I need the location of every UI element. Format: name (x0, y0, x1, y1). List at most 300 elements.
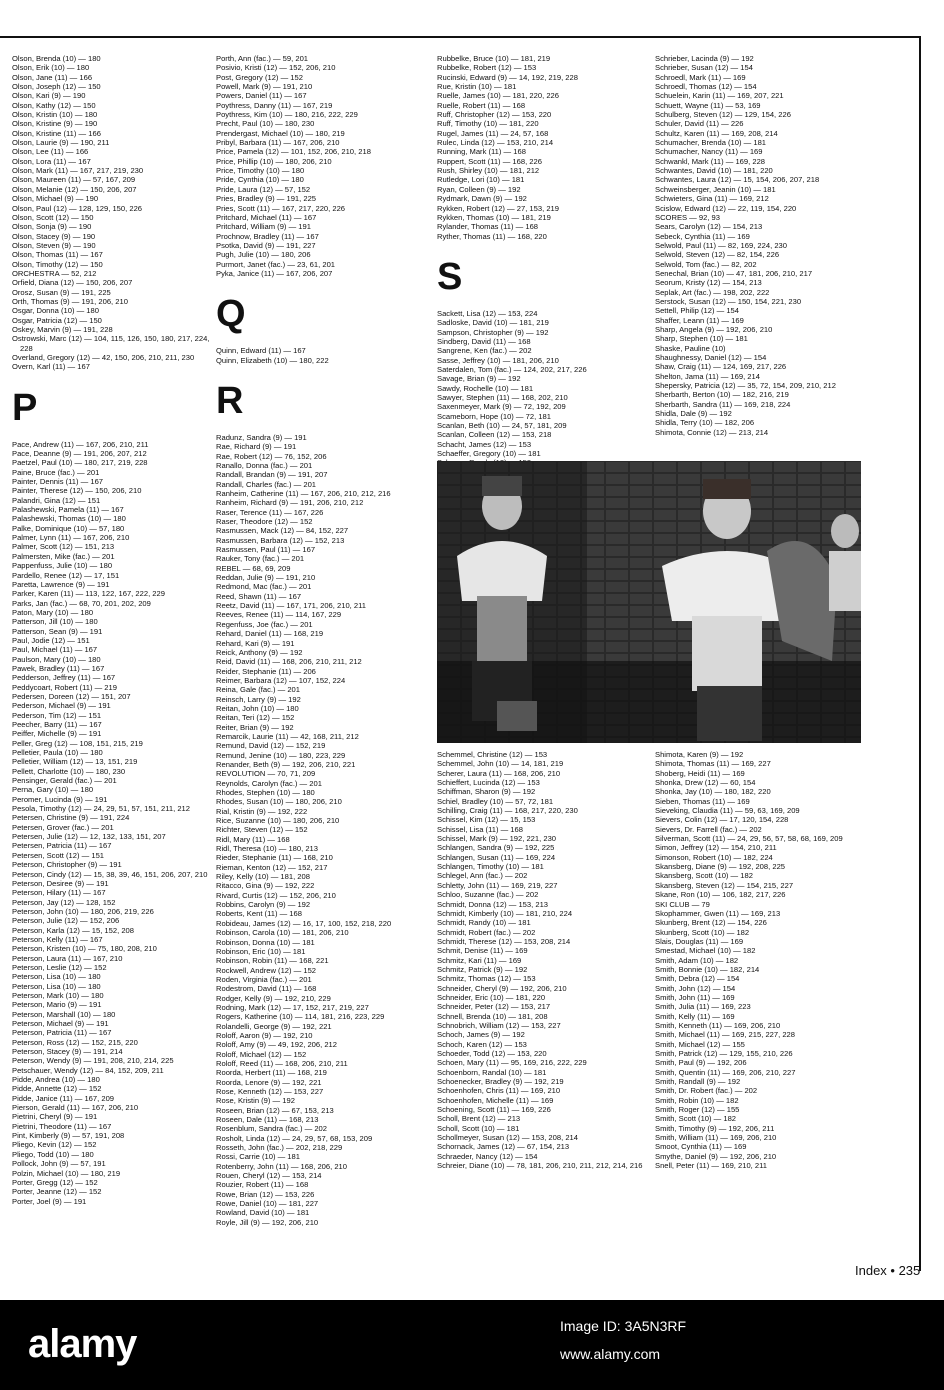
index-entry: Reider, Stephanie (11) — 206 (216, 666, 316, 676)
index-entry: Reick, Anthony (9) — 192 (216, 647, 303, 657)
index-entry: Olson, Joseph (12) — 150 (12, 82, 101, 92)
index-entry: Schwantes, Laura (12) — 15, 154, 206, 207, 218 (655, 175, 820, 185)
index-column-3 (437, 54, 647, 468)
index-entry: Olson, Kathy (12) — 150 (12, 100, 96, 110)
index-entry: Shaw, Craig (11) — 124, 169, 217, 226 (655, 362, 787, 372)
index-entry: Pierson, Gerald (11) — 167, 206, 210 (12, 1103, 139, 1113)
index-entry: Slais, Douglas (11) — 169 (655, 936, 744, 946)
index-entry: Olson, Paul (12) — 128, 129, 150, 226 (12, 203, 143, 213)
index-entry: Schmit, Denise (11) — 169 (437, 946, 528, 956)
index-entry: Pidde, Annette (12) — 152 (12, 1084, 102, 1094)
index-entry: Shelton, Jama (11) — 169, 214 (655, 371, 760, 381)
index-entry: Orth, Thomas (9) — 191, 206, 210 (12, 296, 128, 306)
index-entry: Price, Phillip (10) — 180, 206, 210 (216, 156, 332, 166)
index-entry: Peterson, Laura (11) — 167, 210 (12, 953, 123, 963)
index-entry: Robinson, Carola (10) — 181, 206, 210 (216, 928, 349, 938)
index-entry: Pardello, Renee (12) — 17, 151 (12, 570, 120, 580)
section-letter: P (12, 386, 38, 429)
index-entry: Sieben, Thomas (11) — 169 (655, 796, 750, 806)
index-entry: Ruff, Christopher (12) — 153, 220 (437, 110, 552, 120)
index-entry: Schnell, Brenda (10) — 181, 208 (437, 1011, 548, 1021)
index-entry: Schiel, Bradley (10) — 57, 72, 181 (437, 796, 554, 806)
index-entry: Rykken, Robert (12) — 27, 153, 219 (437, 203, 559, 213)
index-entry: Schmidt, Randy (10) — 181 (437, 918, 531, 928)
index-entry: Olson, Timothy (12) — 150 (12, 259, 103, 269)
index-entry: Paton, Mary (10) — 180 (12, 607, 94, 617)
index-entry: Schrieber, Susan (12) — 154 (655, 63, 753, 73)
index-entry: Shimota, Karen (9) — 192 (655, 750, 744, 759)
index-entry: Schumacher, Brenda (10) — 181 (655, 138, 767, 148)
index-entry: Snell, Peter (11) — 169, 210, 211 (655, 1161, 768, 1171)
index-entry: Rasmussen, Paul (11) — 167 (216, 545, 316, 555)
index-entry: Raser, Terence (11) — 167, 226 (216, 507, 324, 517)
index-entry: Settell, Philip (12) — 154 (655, 306, 739, 316)
index-entry: Peterson, Patricia (11) — 167 (12, 1028, 112, 1038)
index-entry: Robinson, Robin (11) — 168, 221 (216, 956, 329, 966)
index-entry: Rockwell, Andrew (12) — 152 (216, 965, 317, 975)
index-entry: Robinson, Eric (10) — 181 (216, 946, 306, 956)
index-entry: Roden, Virginia (fac.) — 201 (216, 974, 312, 984)
index-entry: Rehard, Kari (9) — 191 (216, 638, 295, 648)
index-entry: Sawdy, Rochelle (10) — 181 (437, 383, 534, 393)
index-entry: Schuler, David (11) — 226 (655, 119, 744, 129)
index-entry: Paetzel, Paul (10) — 180, 217, 219, 228 (12, 458, 148, 468)
index-entry: Skophammer, Gwen (11) — 169, 213 (655, 908, 781, 918)
index-entry: Skansberg, Diane (9) — 192, 208, 225 (655, 862, 786, 872)
index-entry: Smith, Kenneth (11) — 169, 206, 210 (655, 1020, 781, 1030)
index-entry: Smith, Paul (9) — 192, 206 (655, 1058, 747, 1068)
index-entry: Peterson, Kristen (10) — 75, 180, 208, 210 (12, 944, 157, 954)
index-entry: Rutledge, Lori (10) — 181 (437, 175, 525, 185)
index-entry: Roorda, Herbert (11) — 168, 219 (216, 1068, 327, 1078)
index-entry: Peterson, Leslie (12) — 152 (12, 962, 107, 972)
index-entry: Skunberg, Scott (10) — 182 (655, 927, 750, 937)
index-entry: Rogers, Katherine (10) — 114, 181, 216, 223, 229 (216, 1012, 385, 1022)
index-entry: Schneider, Eric (10) — 181, 220 (437, 992, 546, 1002)
index-entry: Schumacher, Nancy (11) — 169 (655, 147, 763, 157)
index-entry: Ridl, Theresa (10) — 180, 213 (216, 844, 319, 854)
index-entry: Schemmel, John (10) — 14, 181, 219 (437, 759, 564, 769)
index-entry: Shidla, Terry (10) — 182, 206 (655, 418, 755, 428)
index-entry: Ritacco, Gina (9) — 192, 222 (216, 881, 315, 891)
index-entry: Schissel, Mark (9) — 192, 221, 230 (437, 834, 557, 844)
index-entry: Peterson, Julie (12) — 152, 206 (12, 916, 120, 926)
index-entry: Robideau, James (12) — 16, 17, 100, 152, 218, 220 (216, 918, 392, 928)
index-entry: Pries, Scott (11) — 167, 217, 220, 226 (216, 203, 346, 213)
index-entry: Schuett, Wayne (11) — 53, 169 (655, 100, 761, 110)
index-entry: Quinn, Elizabeth (10) — 180, 222 (216, 355, 329, 365)
index-entry: Rose, Kristin (9) — 192 (216, 1096, 295, 1106)
index-entry: Patterson, Sean (9) — 191 (12, 626, 103, 636)
index-entry: Smith, Quentin (11) — 169, 206, 210, 227 (655, 1067, 796, 1077)
index-entry: Running, Mark (11) — 168 (437, 147, 526, 157)
index-entry: Reetz, David (11) — 167, 171, 206, 210, 211 (216, 601, 366, 611)
index-entry: Smythe, Daniel (9) — 192, 206, 210 (655, 1151, 777, 1161)
index-entry: Schoenhofen, Chris (11) — 169, 210 (437, 1086, 561, 1096)
index-entry: Porter, Joel (9) — 191 (12, 1196, 87, 1206)
index-entry: Schuelein, Karin (11) — 169, 207, 221 (655, 91, 784, 101)
index-entry: Pyka, Janice (11) — 167, 206, 207 (216, 268, 333, 278)
index-entry: Petersen, Scott (12) — 151 (12, 850, 105, 860)
index-entry: Schoch, James (9) — 192 (437, 1030, 525, 1040)
index-entry: Remund, Jenine (10) — 180, 223, 229 (216, 750, 346, 760)
index-entry: Smith, Michael (12) — 155 (655, 1039, 745, 1049)
index-entry: Pensinger, Gerald (fac.) — 201 (12, 776, 117, 786)
index-entry: Olson, Jane (11) — 166 (12, 72, 93, 82)
index-entry: Olson, Kari (9) — 190 (12, 91, 86, 101)
index-entry: Palashewski, Thomas (10) — 180 (12, 514, 126, 524)
index-entry: Sherbarth, Sandra (11) — 169, 218, 224 (655, 399, 791, 409)
index-entry: Reina, Gale (fac.) — 201 (216, 685, 300, 695)
index-entry: Rae, Richard (9) — 191 (216, 442, 297, 452)
index-entry: Roloff, Amy (9) — 49, 192, 206, 212 (216, 1040, 338, 1050)
index-entry: Roseen, Brian (12) — 67, 153, 213 (216, 1105, 334, 1115)
index-entry: Riley, Kelly (10) — 181, 208 (216, 872, 310, 882)
index-entry: Porter, Gregg (12) — 152 (12, 1177, 98, 1187)
index-entry: Reddan, Julie (9) — 191, 210 (216, 573, 316, 583)
index-entry: Schlangen, Sandra (9) — 192, 225 (437, 843, 555, 853)
index-entry: Powell, Mark (9) — 191, 210 (216, 82, 313, 92)
index-entry: Rush, Shirley (10) — 181, 212 (437, 166, 540, 176)
index-entry: Rykken, Thomas (10) — 181, 219 (437, 212, 551, 222)
index-entry: Rauker, Tony (fac.) — 201 (216, 554, 305, 564)
index-entry: Pellett, Charlotte (10) — 180, 230 (12, 766, 126, 776)
index-entry: Smith, Debra (12) — 154 (655, 974, 740, 984)
index-entry: Skunberg, Brent (12) — 154, 226 (655, 918, 767, 928)
index-entry: Olson, Maureen (11) — 57, 167, 209 (12, 175, 136, 185)
index-entry: Simonson, Robert (10) — 182, 224 (655, 852, 773, 862)
index-entry: Rose, Kenneth (12) — 153, 227 (216, 1087, 324, 1096)
index-entry: Smith, John (11) — 169 (655, 992, 735, 1002)
index-entry: Rosholt, Linda (12) — 24, 29, 57, 68, 153, 209 (216, 1133, 373, 1143)
index-entry: Pidde, Andrea (10) — 180 (12, 1075, 100, 1085)
index-entry: Schroedl, Mark (11) — 169 (655, 72, 746, 82)
index-entry: Rosseth, John (fac.) — 202, 218, 229 (216, 1143, 343, 1153)
index-entry: Pietrini, Theodore (11) — 167 (12, 1121, 112, 1131)
index-entry: Schulberg, Steven (12) — 129, 154, 226 (655, 110, 791, 120)
index-entry: Smith, Scott (10) — 182 (655, 1114, 737, 1124)
index-entry: Roloff, Reed (11) — 168, 206, 210, 211 (216, 1058, 348, 1068)
index-entry: Smith, Patrick (12) — 129, 155, 210, 226 (655, 1049, 793, 1058)
index-entry: Ruelle, James (10) — 181, 220, 226 (437, 91, 559, 101)
index-entry: Poythress, Kim (10) — 180, 216, 222, 229 (216, 110, 358, 120)
index-entry: Schmitz, Thomas (12) — 153 (437, 974, 536, 984)
index-entry: Olson, Kristin (10) — 180 (12, 110, 98, 120)
index-entry: Olson, Mark (11) — 167, 217, 219, 230 (12, 166, 144, 176)
index-entry: Pelletier, William (12) — 13, 151, 219 (12, 757, 138, 767)
index-entry: Paulson, Mary (10) — 180 (12, 654, 101, 664)
index-entry: Olson, Laurie (9) — 190, 211 (12, 138, 110, 148)
index-entry: Posivio, Kristi (12) — 152, 206, 210 (216, 63, 336, 73)
index-entry: Peterson, Wendy (9) — 191, 208, 210, 214, 225 (12, 1056, 174, 1066)
index-entry: Smith, William (11) — 169, 206, 210 (655, 1133, 777, 1143)
photo-illustration (437, 461, 861, 743)
index-entry: Shaske, Pauline (10) (655, 343, 726, 353)
alamy-logo: alamy (28, 1322, 137, 1366)
index-entry: Smith, Adam (10) — 182 (655, 955, 739, 965)
index-entry: Painter, Dennis (11) — 167 (12, 477, 104, 487)
index-entry: Schieffert, Lucinda (12) — 153 (437, 778, 540, 788)
section-letter: S (437, 255, 463, 298)
index-entry: Seplak, Art (fac.) — 198, 202, 222 (655, 287, 770, 297)
index-entry: Rowe, Daniel (10) — 181, 227 (216, 1199, 319, 1209)
index-entry: Petschauer, Wendy (12) — 84, 152, 209, 211 (12, 1065, 164, 1075)
index-column-5 (437, 750, 647, 1170)
football-players-photo (437, 461, 861, 743)
index-entry: Schlegel, Ann (fac.) — 202 (437, 871, 528, 881)
index-entry: Olson, Scott (12) — 150 (12, 212, 94, 222)
index-entry: Serstock, Susan (12) — 150, 154, 221, 230 (655, 296, 802, 306)
index-entry: Ruppert, Scott (11) — 168, 226 (437, 156, 542, 166)
index-entry: Raser, Theodore (12) — 152 (216, 517, 313, 527)
index-entry: Peterson, Hilary (11) — 167 (12, 888, 106, 898)
index-entry: Sears, Carolyn (12) — 154, 213 (655, 222, 763, 232)
index-entry: Shimota, Connie (12) — 213, 214 (655, 427, 769, 437)
index-entry: Paul, Jodie (12) — 151 (12, 635, 90, 645)
index-entry: Roberts, Kent (11) — 168 (216, 909, 302, 919)
index-entry: Ridl, Mary (11) — 168 (216, 834, 290, 844)
index-entry: Roloff, Aaron (9) — 192, 210 (216, 1030, 313, 1040)
index-entry: Peterson, Lisa (10) — 180 (12, 981, 101, 991)
index-entry: Schultz, Karen (11) — 169, 208, 214 (655, 128, 778, 138)
index-entry: Schissel, Lisa (11) — 168 (437, 824, 523, 834)
index-entry: Peterson, Karla (12) — 15, 152, 208 (12, 925, 134, 935)
index-entry: Petersen, Grover (fac.) — 201 (12, 822, 114, 832)
index-entry: Peterson, Desiree (9) — 191 (12, 878, 109, 888)
index-column-6 (655, 750, 865, 1170)
index-entry: Olson, Lee (11) — 166 (12, 147, 89, 157)
index-entry: Rice, Suzanne (10) — 180, 206, 210 (216, 816, 340, 826)
index-entry: Sievers, Colin (12) — 17, 120, 154, 228 (655, 815, 789, 825)
index-entry: Osgar, Patricia (12) — 150 (12, 315, 102, 325)
index-entry: Olson, Brenda (10) — 180 (12, 54, 101, 63)
index-entry: Peromer, Lucinda (9) — 191 (12, 794, 108, 804)
index-entry: Painter, Therese (12) — 150, 206, 210 (12, 486, 142, 496)
index-entry: Smith, Roger (12) — 155 (655, 1105, 740, 1115)
index-entry: Pollock, John (9) — 57, 191 (12, 1159, 106, 1169)
index-entry: Scholl, Scott (10) — 181 (437, 1123, 520, 1133)
index-entry: Schoenhofen, Michelle (11) — 169 (437, 1095, 554, 1105)
section-letter: R (216, 379, 244, 422)
index-entry: Roseen, Dale (11) — 168, 213 (216, 1115, 319, 1125)
page-footer: Index • 235 (855, 1263, 921, 1278)
index-entry: Peterson, Cindy (12) — 15, 38, 39, 46, 151, 206, 207, 210 (12, 869, 208, 879)
index-entry: Ranheim, Catherine (11) — 167, 206, 210, 212, 216 (216, 489, 391, 498)
index-entry: Scislow, Edward (12) — 22, 119, 154, 220 (655, 203, 797, 213)
index-entry: Schwieters, Gina (11) — 169, 212 (655, 194, 769, 204)
index-entry: Peiffer, Michelle (9) — 191 (12, 729, 102, 739)
index-entry: Reinsch, Larry (9) — 192 (216, 694, 301, 704)
index-entry: Smestad, Michael (10) — 182 (655, 946, 756, 956)
index-entry: Prochnow, Bradley (11) — 167 (216, 231, 319, 241)
index-entry: Rue, Kristin (10) — 181 (437, 82, 517, 92)
index-entry: Porth, Ann (fac.) — 59, 201 (216, 54, 309, 63)
index-entry: Peddycoart, Robert (11) — 219 (12, 682, 117, 692)
index-entry: Rossi, Carrie (10) — 181 (216, 1152, 300, 1162)
index-entry: Schmidt, Therese (12) — 153, 208, 214 (437, 936, 571, 946)
index-entry: Rucinski, Edward (9) — 14, 192, 219, 228 (437, 72, 578, 82)
index-entry: Scanlan, Beth (10) — 24, 57, 181, 209 (437, 421, 567, 430)
index-entry: Rieman, Kenton (12) — 152, 217 (216, 862, 328, 872)
index-entry: Selwold, Tom (fac.) — 82, 202 (655, 259, 757, 269)
index-entry: Smith, Randall (9) — 192 (655, 1077, 741, 1087)
index-entry: Schreier, Diane (10) — 78, 181, 206, 210, 211, 212, 214, 216 (437, 1161, 643, 1171)
index-entry: Peecher, Barry (11) — 167 (12, 720, 102, 729)
index-entry: Olson, Thomas (11) — 167 (12, 250, 103, 260)
index-entry: Sasse, Jeffrey (10) — 181, 206, 210 (437, 355, 559, 365)
index-entry: Smith, Robin (10) — 182 (655, 1095, 739, 1105)
index-entry: Pappenfuss, Julie (10) — 180 (12, 561, 113, 571)
index-entry: Skansberg, Steven (12) — 154, 215, 227 (655, 880, 794, 890)
index-entry: Perna, Gary (10) — 180 (12, 785, 94, 795)
index-entry: Rulec, Linda (12) — 153, 210, 214 (437, 138, 554, 148)
index-entry: Silverman, Scott (11) — 24, 29, 56, 57, 58, 68, 169, 209 (655, 834, 843, 844)
index-entry: Pliego, Kevin (12) — 152 (12, 1140, 97, 1150)
index-entry: Pint, Kimberly (9) — 57, 191, 208 (12, 1131, 125, 1141)
index-entry: Peterson, Ross (12) — 152, 215, 220 (12, 1037, 138, 1047)
index-entry: Olson, Michael (9) — 190 (12, 194, 99, 204)
index-entry: Parker, Karen (11) — 113, 122, 167, 222, 229 (12, 589, 165, 599)
index-entry: Rasmussen, Mack (12) — 84, 152, 227 (216, 526, 349, 536)
section-letter: Q (216, 293, 246, 336)
right-rule (919, 36, 921, 1271)
index-entry: Pederson, Tim (12) — 151 (12, 710, 102, 720)
index-entry: Olson, Lora (11) — 167 (12, 156, 91, 166)
index-entry: Pritchard, William (9) — 191 (216, 222, 311, 232)
index-entry: Schwantes, David (10) — 181, 220 (655, 166, 773, 176)
index-entry: Schweinsberger, Jeanin (10) — 181 (655, 184, 776, 194)
index-entry: Schletty, John (11) — 169, 219, 227 (437, 880, 558, 890)
index-entry: Reed, Shawn (11) — 167 (216, 591, 302, 601)
index-entry: Schrieber, Lacinda (9) — 192 (655, 54, 754, 63)
index-entry: Paul, Michael (11) — 167 (12, 645, 98, 655)
index-entry: Saxenmeyer, Mark (9) — 72, 192, 209 (437, 402, 566, 412)
index-entry: Schacht, James (12) — 153 (437, 439, 532, 449)
index-entry: Schnobrich, William (12) — 153, 227 (437, 1020, 561, 1030)
index-entry: Schoeder, Todd (12) — 153, 220 (437, 1049, 547, 1058)
index-entry: Shidla, Dale (9) — 192 (655, 409, 732, 419)
index-entry: Sadloske, David (10) — 181, 219 (437, 318, 549, 328)
index-entry: Senechal, Brian (10) — 47, 181, 206, 210, 217 (655, 268, 813, 278)
index-entry: Pelletier, Paula (10) — 180 (12, 748, 103, 758)
index-column-1 (12, 54, 222, 1206)
index-entry: Sangrene, Ken (fac.) — 202 (437, 346, 532, 356)
index-entry: Ranheim, Richard (9) — 191, 206, 210, 212 (216, 498, 364, 508)
index-entry: Palmersten, Mike (fac.) — 201 (12, 551, 115, 561)
index-entry: Schlangen, Susan (11) — 169, 224 (437, 852, 556, 862)
index-entry: Rivard, Curtis (12) — 152, 206, 210 (216, 890, 336, 900)
index-entry: Reeves, Renee (11) — 114, 167, 229 (216, 610, 342, 620)
index-entry: Schoen, Mary (11) — 95, 169, 216, 222, 229 (437, 1058, 587, 1068)
index-entry: Pesola, Timothy (12) — 24, 29, 51, 57, 151, 211, 212 (12, 804, 190, 814)
index-entry: Remarcik, Laurie (11) — 42, 168, 211, 212 (216, 731, 359, 741)
index-entry: Orfield, Diana (12) — 150, 206, 207 (12, 278, 133, 288)
index-entry: Sindberg, David (11) — 168 (437, 336, 531, 346)
index-entry: ORCHESTRA — 52, 212 (12, 268, 97, 278)
index-entry: Smith, Dr. Robert (fac.) — 202 (655, 1086, 758, 1096)
index-entry: SKI CLUB — 79 (655, 899, 710, 909)
index-entry: Peterson, Michael (9) — 191 (12, 1019, 109, 1028)
index-entry: Palke, Dominique (10) — 57, 180 (12, 523, 125, 533)
index-entry: Pribyl, Barbara (11) — 167, 206, 210 (216, 138, 340, 148)
index-entry: Schmidt, Kimberly (10) — 181, 210, 224 (437, 908, 573, 918)
index-entry: Price, Pamela (12) — 101, 152, 206, 210, 218 (216, 147, 371, 157)
index-entry: Olson, Kristine (9) — 190 (12, 119, 98, 129)
index-entry: Schmitz, Kari (11) — 169 (437, 955, 522, 965)
index-entry: Palmer, Scott (12) — 151, 213 (12, 542, 115, 552)
index-entry: Schornack, James (12) — 67, 154, 213 (437, 1142, 570, 1152)
index-entry: Randall, Charles (fac.) — 201 (216, 479, 317, 489)
index-entry: Schaeffer, Gregory (10) — 181 (437, 449, 541, 459)
index-entry: Peterson, John (10) — 180, 206, 219, 226 (12, 906, 154, 916)
index-entry: Palmer, Lynn (11) — 167, 206, 210 (12, 533, 130, 543)
index-entry: Peterson, Lisa (10) — 180 (12, 972, 101, 982)
index-entry: Seorum, Kristy (12) — 154, 213 (655, 278, 762, 288)
index-entry: Polzin, Michael (10) — 180, 219 (12, 1168, 121, 1178)
index-entry: Palandri, Gina (12) — 151 (12, 495, 101, 505)
index-entry: Pietrini, Cheryl (9) — 191 (12, 1112, 98, 1122)
index-entry: Rubbelke, Bruce (10) — 181, 219 (437, 54, 551, 63)
watermark-url: www.alamy.com (560, 1346, 661, 1362)
index-entry: Selwold, Steven (12) — 82, 154, 226 (655, 250, 780, 260)
index-entry: Shaughnessy, Daniel (12) — 154 (655, 353, 767, 362)
index-entry: Rhodes, Susan (10) — 180, 206, 210 (216, 797, 342, 807)
player-background (829, 514, 861, 611)
index-entry: Selwold, Paul (11) — 82, 169, 224, 230 (655, 240, 787, 250)
index-entry: Shaffer, Leann (11) — 169 (655, 315, 744, 325)
index-entry: Olson, Sonja (9) — 190 (12, 222, 92, 232)
index-entry: Olson, Melanie (12) — 150, 206, 207 (12, 184, 137, 194)
index-entry: Sebeck, Cynthia (11) — 169 (655, 231, 750, 241)
index-entry: Rosenblum, Sandra (fac.) — 202 (216, 1124, 328, 1134)
index-entry: Oskey, Marvin (9) — 191, 228 (12, 324, 113, 334)
index-entry: Rydmark, Dawn (9) — 192 (437, 194, 527, 204)
index-entry: Rotenberry, John (11) — 168, 206, 210 (216, 1161, 347, 1171)
index-entry: REBEL — 68, 69, 209 (216, 563, 291, 573)
index-column-2 (216, 54, 426, 1227)
index-entry: Sievers, Dr. Farrell (fac.) — 202 (655, 824, 762, 834)
index-entry: Peterson, Marshall (10) — 180 (12, 1009, 116, 1019)
index-entry: Porter, Jeanne (12) — 152 (12, 1187, 102, 1197)
index-entry: Shoberg, Heidi (11) — 169 (655, 768, 745, 778)
image-id: Image ID: 3A5N3RF (560, 1318, 687, 1334)
index-entry: Olson, Steven (9) — 190 (12, 240, 96, 250)
index-entry: Schoening, Scott (11) — 169, 226 (437, 1105, 551, 1115)
index-entry: Schoch, Karen (12) — 153 (437, 1039, 527, 1049)
index-entry: Roorda, Lenore (9) — 192, 221 (216, 1077, 322, 1087)
index-entry: Rouen, Cheryl (12) — 153, 214 (216, 1171, 322, 1181)
index-entry: Schoenborn, Randal (10) — 181 (437, 1067, 547, 1077)
index-entry: Sharp, Angela (9) — 192, 206, 210 (655, 324, 773, 334)
index-entry: Ryan, Colleen (9) — 192 (437, 184, 521, 194)
index-entry: Pedderson, Jeffrey (11) — 167 (12, 673, 116, 683)
index-entry: Schmidt, Robert (fac.) — 202 (437, 927, 536, 937)
index-entry: Patterson, Jill (10) — 180 (12, 617, 98, 627)
index-entry: Sharp, Stephen (10) — 181 (655, 334, 748, 344)
index-entry: Quinn, Edward (11) — 167 (216, 346, 306, 356)
index-entry: Reiter, Brian (9) — 192 (216, 722, 294, 732)
index-entry: Shonka, Jay (10) — 180, 182, 220 (655, 787, 771, 797)
index-entry: Rubbelke, Robert (12) — 153 (437, 63, 537, 73)
index-entry: Sawyer, Stephen (11) — 168, 202, 210 (437, 392, 568, 402)
index-entry: Petersen, Patricia (11) — 167 (12, 841, 112, 851)
index-entry: Pride, Cynthia (10) — 180 (216, 175, 304, 185)
index-entry: Ranallo, Donna (fac.) — 201 (216, 460, 313, 470)
index-entry: Powers, Daniel (11) — 167 (216, 91, 307, 101)
index-entry: Psotka, David (9) — 191, 227 (216, 240, 316, 250)
index-entry: Rowe, Brian (12) — 153, 226 (216, 1189, 315, 1199)
index-entry: Peterson, Kelly (11) — 167 (12, 934, 103, 944)
